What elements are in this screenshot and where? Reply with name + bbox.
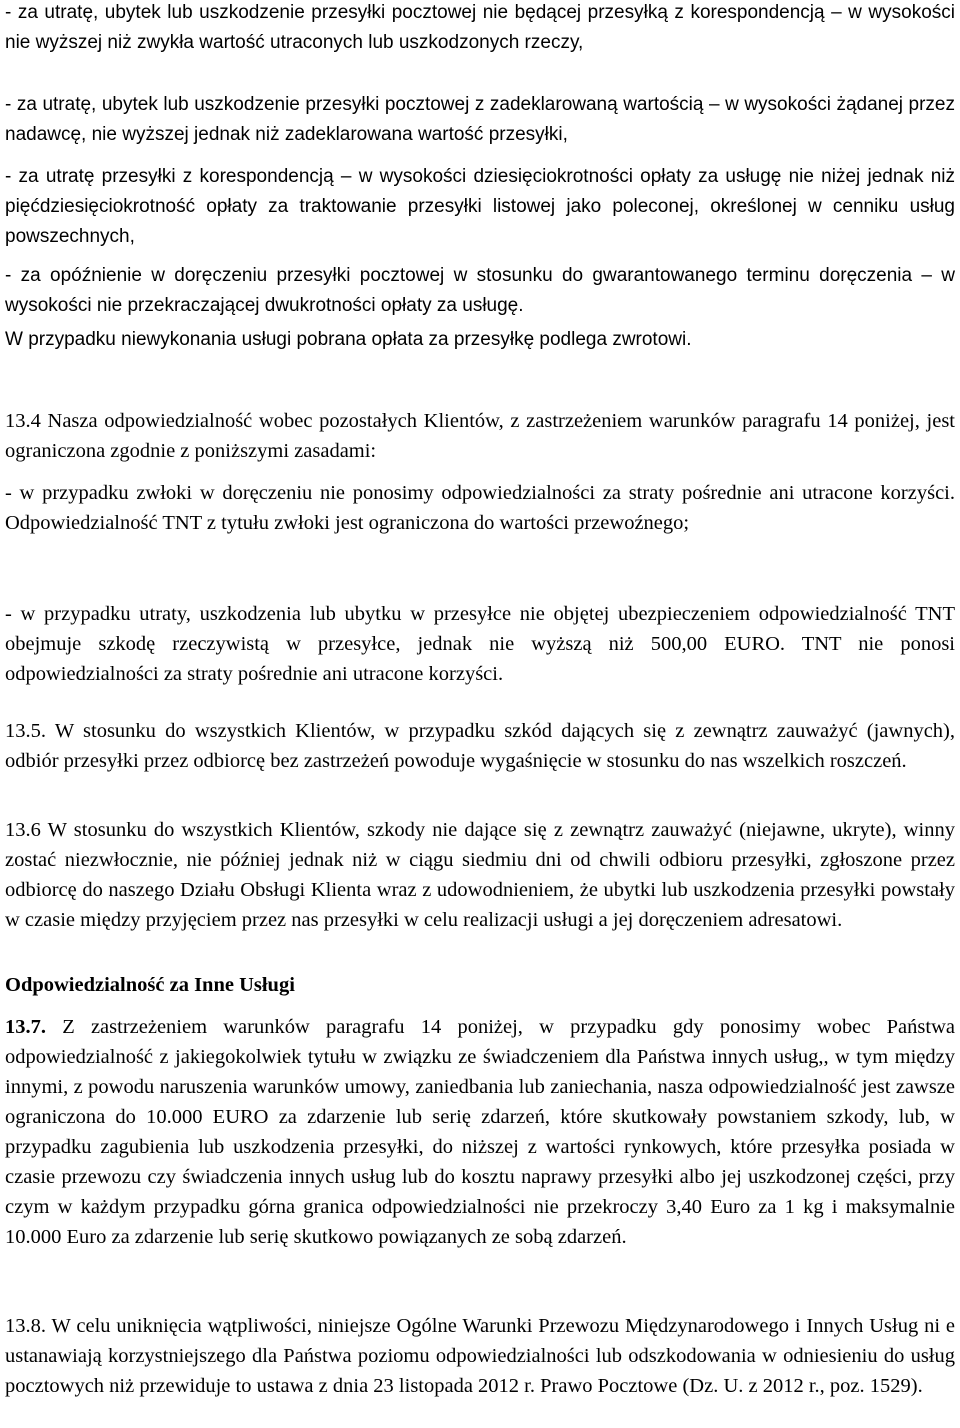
paragraph-refund: W przypadku niewykonania usługi pobrana opłata za przesyłkę podlega zwrotowi.: [5, 329, 692, 350]
paragraph-loss-liability: - w przypadku utraty, uszkodzenia lub ubytku w przesyłce nie objętej ubezpieczeniem odpowiedzialność TNT obejmuje szkodę rzeczywistą w przesyłce, jednak nie wyższą niż 500,00 EURO. TNT nie ponosi odpowiedzialności za straty pośrednie ani utracone korzyści.: [5, 603, 955, 685]
paragraph-13-7-text: Z zastrzeżeniem warunków paragrafu 14 poniżej, w przypadku gdy ponosimy wobec Państwa odpowiedzialność z jakiegokolwiek tytułu w związku ze świadczeniem dla Państwa innych usług,, w tym między innymi, z powodu naruszenia warunków umowy, zaniedbania lub zaniechania, nasza odpowiedzialność jest zawsze ograniczona do 10.000 EURO za zdarzenie lub serię zdarzeń, które skutkowały powstaniem szkody, lub, w przypadku zagubienia lub uszkodzenia przesyłki, do niższej z wartości rynkowych, które przesyłka posiada w czasie przewozu czy świadczenia innych usług lub do kosztu naprawy przesyłki albo jej uszkodzonej części, przy czym w każdym przypadku górna granica odpowiedzialności nie przekroczy 3,40 Euro za 1 kg i maksymalnie 10.000 Euro za zdarzenie lub serię skutkowo powiązanych ze sobą zdarzeń.: [5, 1016, 955, 1248]
paragraph-13-8: 13.8. W celu uniknięcia wątpliwości, niniejsze Ogólne Warunki Przewozu Międzynarodowego i Innych Usług ni e ustanawiają korzystniejszego dla Państwa poziomu odpowiedzialności lub odszkodowania w odniesieniu do usług pocztowych niż przewiduje to ustawa z dnia 23 listopada 2012 r. Prawo Pocztowe (Dz. U. z 2012 r., poz. 1529).: [5, 1315, 955, 1397]
paragraph-liability-correspondence: - za utratę przesyłki z korespondencją – w wysokości dziesięciokrotności opłaty za usługę nie niżej jednak niż pięćdziesięciokrotność opłaty za traktowanie przesyłki listowej jako poleconej, określonej w cenniku usług powszechnych,: [5, 166, 955, 247]
paragraph-liability-delay: - za opóźnienie w doręczeniu przesyłki pocztowej w stosunku do gwarantowanego terminu doręczenia – w wysokości nie przekraczającej dwukrotności opłaty za usługę.: [5, 265, 955, 316]
section-heading: Odpowiedzialność za Inne Usługi: [5, 974, 295, 996]
paragraph-13-5: 13.5. W stosunku do wszystkich Klientów, w przypadku szkód dających się z zewnątrz zauważyć (jawnych), odbiór przesyłki przez odbiorcę bez zastrzeżeń powoduje wygaśnięcie w stosunku do nas wszelkich roszczeń.: [5, 720, 955, 772]
paragraph-13-7: [5, 1012, 955, 1252]
paragraph-13-6: 13.6 W stosunku do wszystkich Klientów, szkody nie dające się z zewnątrz zauważyć (niejawne, ukryte), winny zostać niezwłocznie, nie później jednak niż w ciągu siedmiu dni od chwili odbioru przesyłki, zgłoszone przez odbiorcę do naszego Działu Obsługi Klienta wraz z udowodnieniem, że ubytki lub uszkodzenia przesyłki powstały w czasie między przyjęciem przez nas przesyłki w celu realizacji usługi a jej doręczeniem adresatowi.: [5, 819, 955, 931]
paragraph-delay-liability: - w przypadku zwłoki w doręczeniu nie ponosimy odpowiedzialności za straty pośrednie ani utracone korzyści. Odpowiedzialność TNT z tytułu zwłoki jest ograniczona do wartości przewoźnego;: [5, 482, 955, 534]
paragraph-liability-nondeclared: - za utratę, ubytek lub uszkodzenie przesyłki pocztowej nie będącej przesyłką z korespondencją – w wysokości nie wyższej niż zwykła wartość utraconych lub uszkodzonych rzeczy,: [5, 2, 955, 53]
paragraph-13-4: 13.4 Nasza odpowiedzialność wobec pozostałych Klientów, z zastrzeżeniem warunków paragrafu 14 poniżej, jest ograniczona zgodnie z poniższymi zasadami:: [5, 410, 955, 462]
paragraph-13-7-number: 13.7.: [5, 1016, 46, 1038]
paragraph-liability-declared-value: - za utratę, ubytek lub uszkodzenie przesyłki pocztowej z zadeklarowaną wartością – w wysokości żądanej przez nadawcę, nie wyższej jednak niż zadeklarowana wartość przesyłki,: [5, 94, 955, 145]
